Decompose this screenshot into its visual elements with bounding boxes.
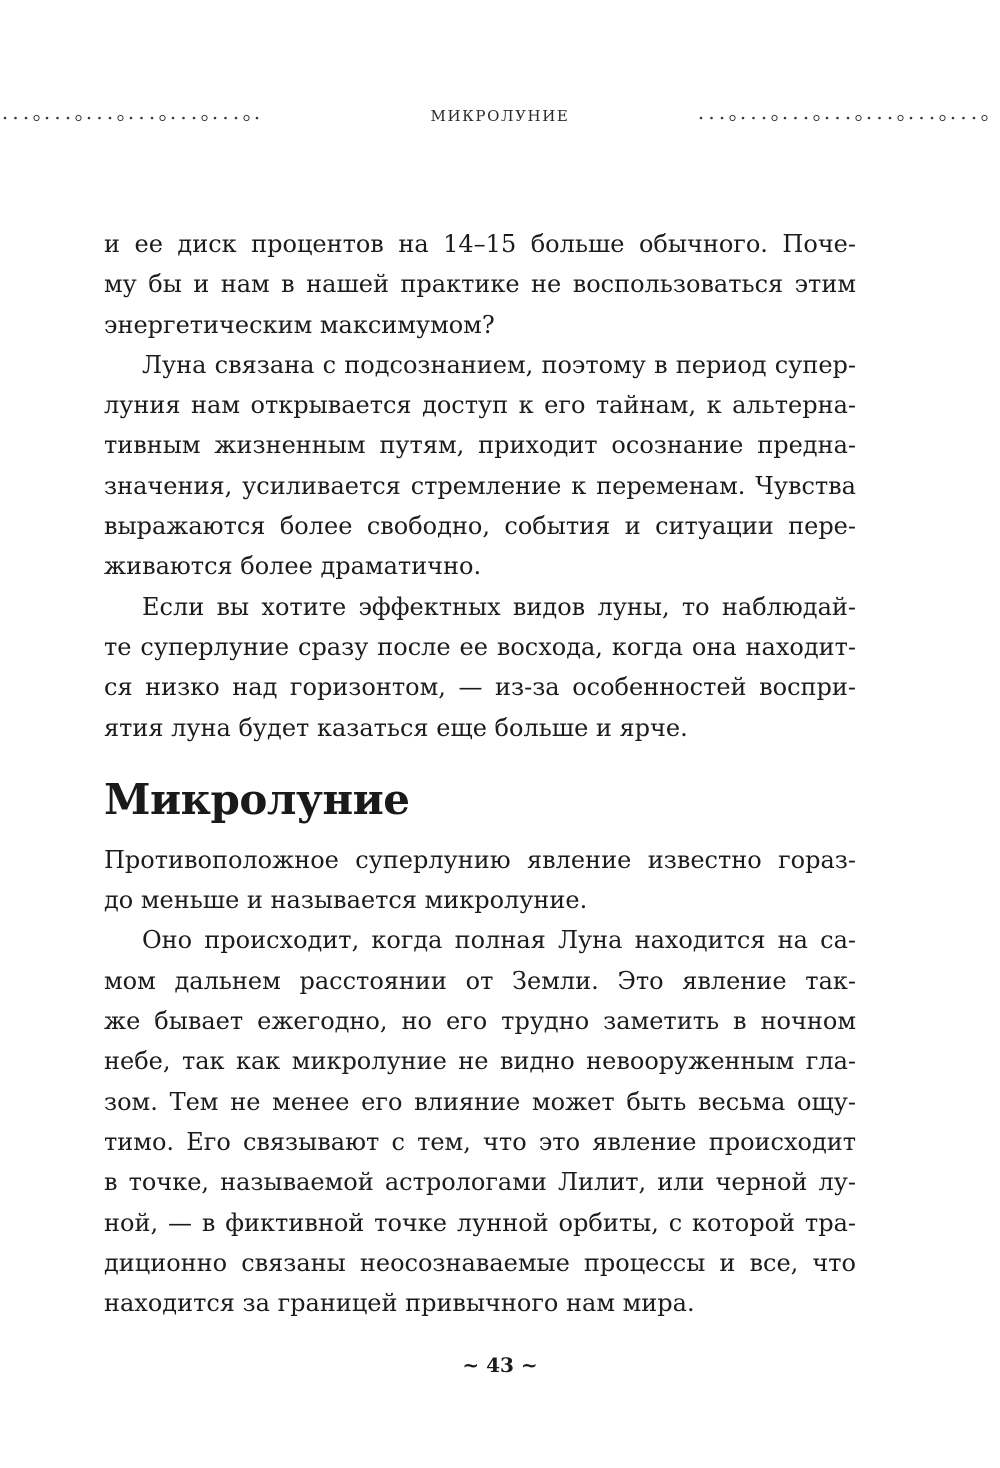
text-line: ся низко над горизонтом, — из-за особенностей воспри- <box>104 673 856 702</box>
text-line: ятия луна будет казаться еще больше и ярче. <box>104 713 688 742</box>
ornament-dot <box>710 117 713 120</box>
text-line: живаются более драматично. <box>104 552 482 581</box>
text-line: те суперлуние сразу после ее восхода, когда она находит- <box>104 632 856 661</box>
text-line: му бы и нам в нашей практике не воспользоваться этим <box>104 270 856 299</box>
ornament-dot <box>931 117 934 120</box>
ornament-dot <box>910 117 913 120</box>
ornament-dot <box>721 117 724 120</box>
text-before-section <box>104 224 856 748</box>
text-line: энергетическим максимумом? <box>104 310 495 339</box>
ornament-dot <box>805 117 808 120</box>
ornament-ring <box>772 115 777 120</box>
paragraph <box>104 920 856 1323</box>
paragraph <box>104 840 856 921</box>
ornament-ring <box>982 115 987 120</box>
text-line: до меньше и называется микролуние. <box>104 886 588 915</box>
page-number: ~ 43 ~ <box>462 1353 538 1377</box>
text-line: Оно происходит, когда полная Луна находится на са- <box>142 926 856 955</box>
text-line: Луна связана с подсознанием, поэтому в период супер- <box>142 350 856 379</box>
ornament-dot <box>752 117 755 120</box>
section-heading: Микролуние <box>104 774 410 824</box>
text-line: находится за границей привычного нам мира. <box>104 1289 695 1318</box>
ornament-dot <box>700 117 703 120</box>
ornament-ring <box>730 115 735 120</box>
dotted-ornament-right-graphic <box>698 114 998 122</box>
paragraph <box>104 224 856 345</box>
ornament-dot <box>794 117 797 120</box>
ornament-dot <box>763 117 766 120</box>
ornament-dot <box>742 117 745 120</box>
ornament-dot <box>878 117 881 120</box>
running-header <box>0 104 1000 128</box>
text-line: зом. Тем не менее его влияние может быть весьма ощу- <box>104 1087 856 1116</box>
ornament-ring <box>898 115 903 120</box>
text-line: в точке, называемой астрологами Лилит, или черной лу- <box>104 1168 856 1197</box>
text-line: тивным жизненным путям, приходит осознание предна- <box>104 431 856 460</box>
text-line: диционно связаны неосознаваемые процессы и все, что <box>104 1248 856 1277</box>
text-line: значения, усиливается стремление к переменам. Чувства <box>104 471 856 500</box>
text-line: тимо. Его связывают с тем, что это явление происходит <box>104 1127 856 1156</box>
ornament-dot <box>920 117 923 120</box>
text-line: выражаются более свободно, события и ситуации пере- <box>104 512 856 541</box>
ornament-dot <box>847 117 850 120</box>
text-line: небе, так как микролуние не видно невооруженным гла- <box>104 1047 856 1076</box>
page-body <box>104 224 856 1323</box>
text-line: мом дальнем расстоянии от Земли. Это явление так- <box>104 966 856 995</box>
paragraph <box>104 345 856 587</box>
ornament-ring <box>814 115 819 120</box>
text-line: и ее диск процентов на 14–15 больше обычного. Поче- <box>104 230 856 258</box>
ornament-dot <box>784 117 787 120</box>
ornament-ring <box>940 115 945 120</box>
running-header-title: МИКРОЛУНИЕ <box>430 107 570 125</box>
text-line: же бывает ежегодно, но его трудно заметить в ночном <box>104 1007 856 1036</box>
text-line: ной, — в фиктивной точке лунной орбиты, с которой тра- <box>104 1208 856 1237</box>
ornament-dot <box>836 117 839 120</box>
text-line: луния нам открывается доступ к его тайнам, к альтерна- <box>104 391 856 420</box>
text-line: Противоположное суперлунию явление известно гораз- <box>104 845 856 874</box>
ornament-dot <box>973 117 976 120</box>
text-after-section <box>104 840 856 1324</box>
ornament-ring <box>856 115 861 120</box>
ornament-dot <box>889 117 892 120</box>
ornament-dot <box>962 117 965 120</box>
ornament-dot <box>952 117 955 120</box>
header-ornament-right <box>698 114 998 122</box>
ornament-dot <box>826 117 829 120</box>
text-line: Если вы хотите эффектных видов луны, то наблюдай- <box>142 592 856 621</box>
ornament-dot <box>868 117 871 120</box>
paragraph <box>104 587 856 748</box>
